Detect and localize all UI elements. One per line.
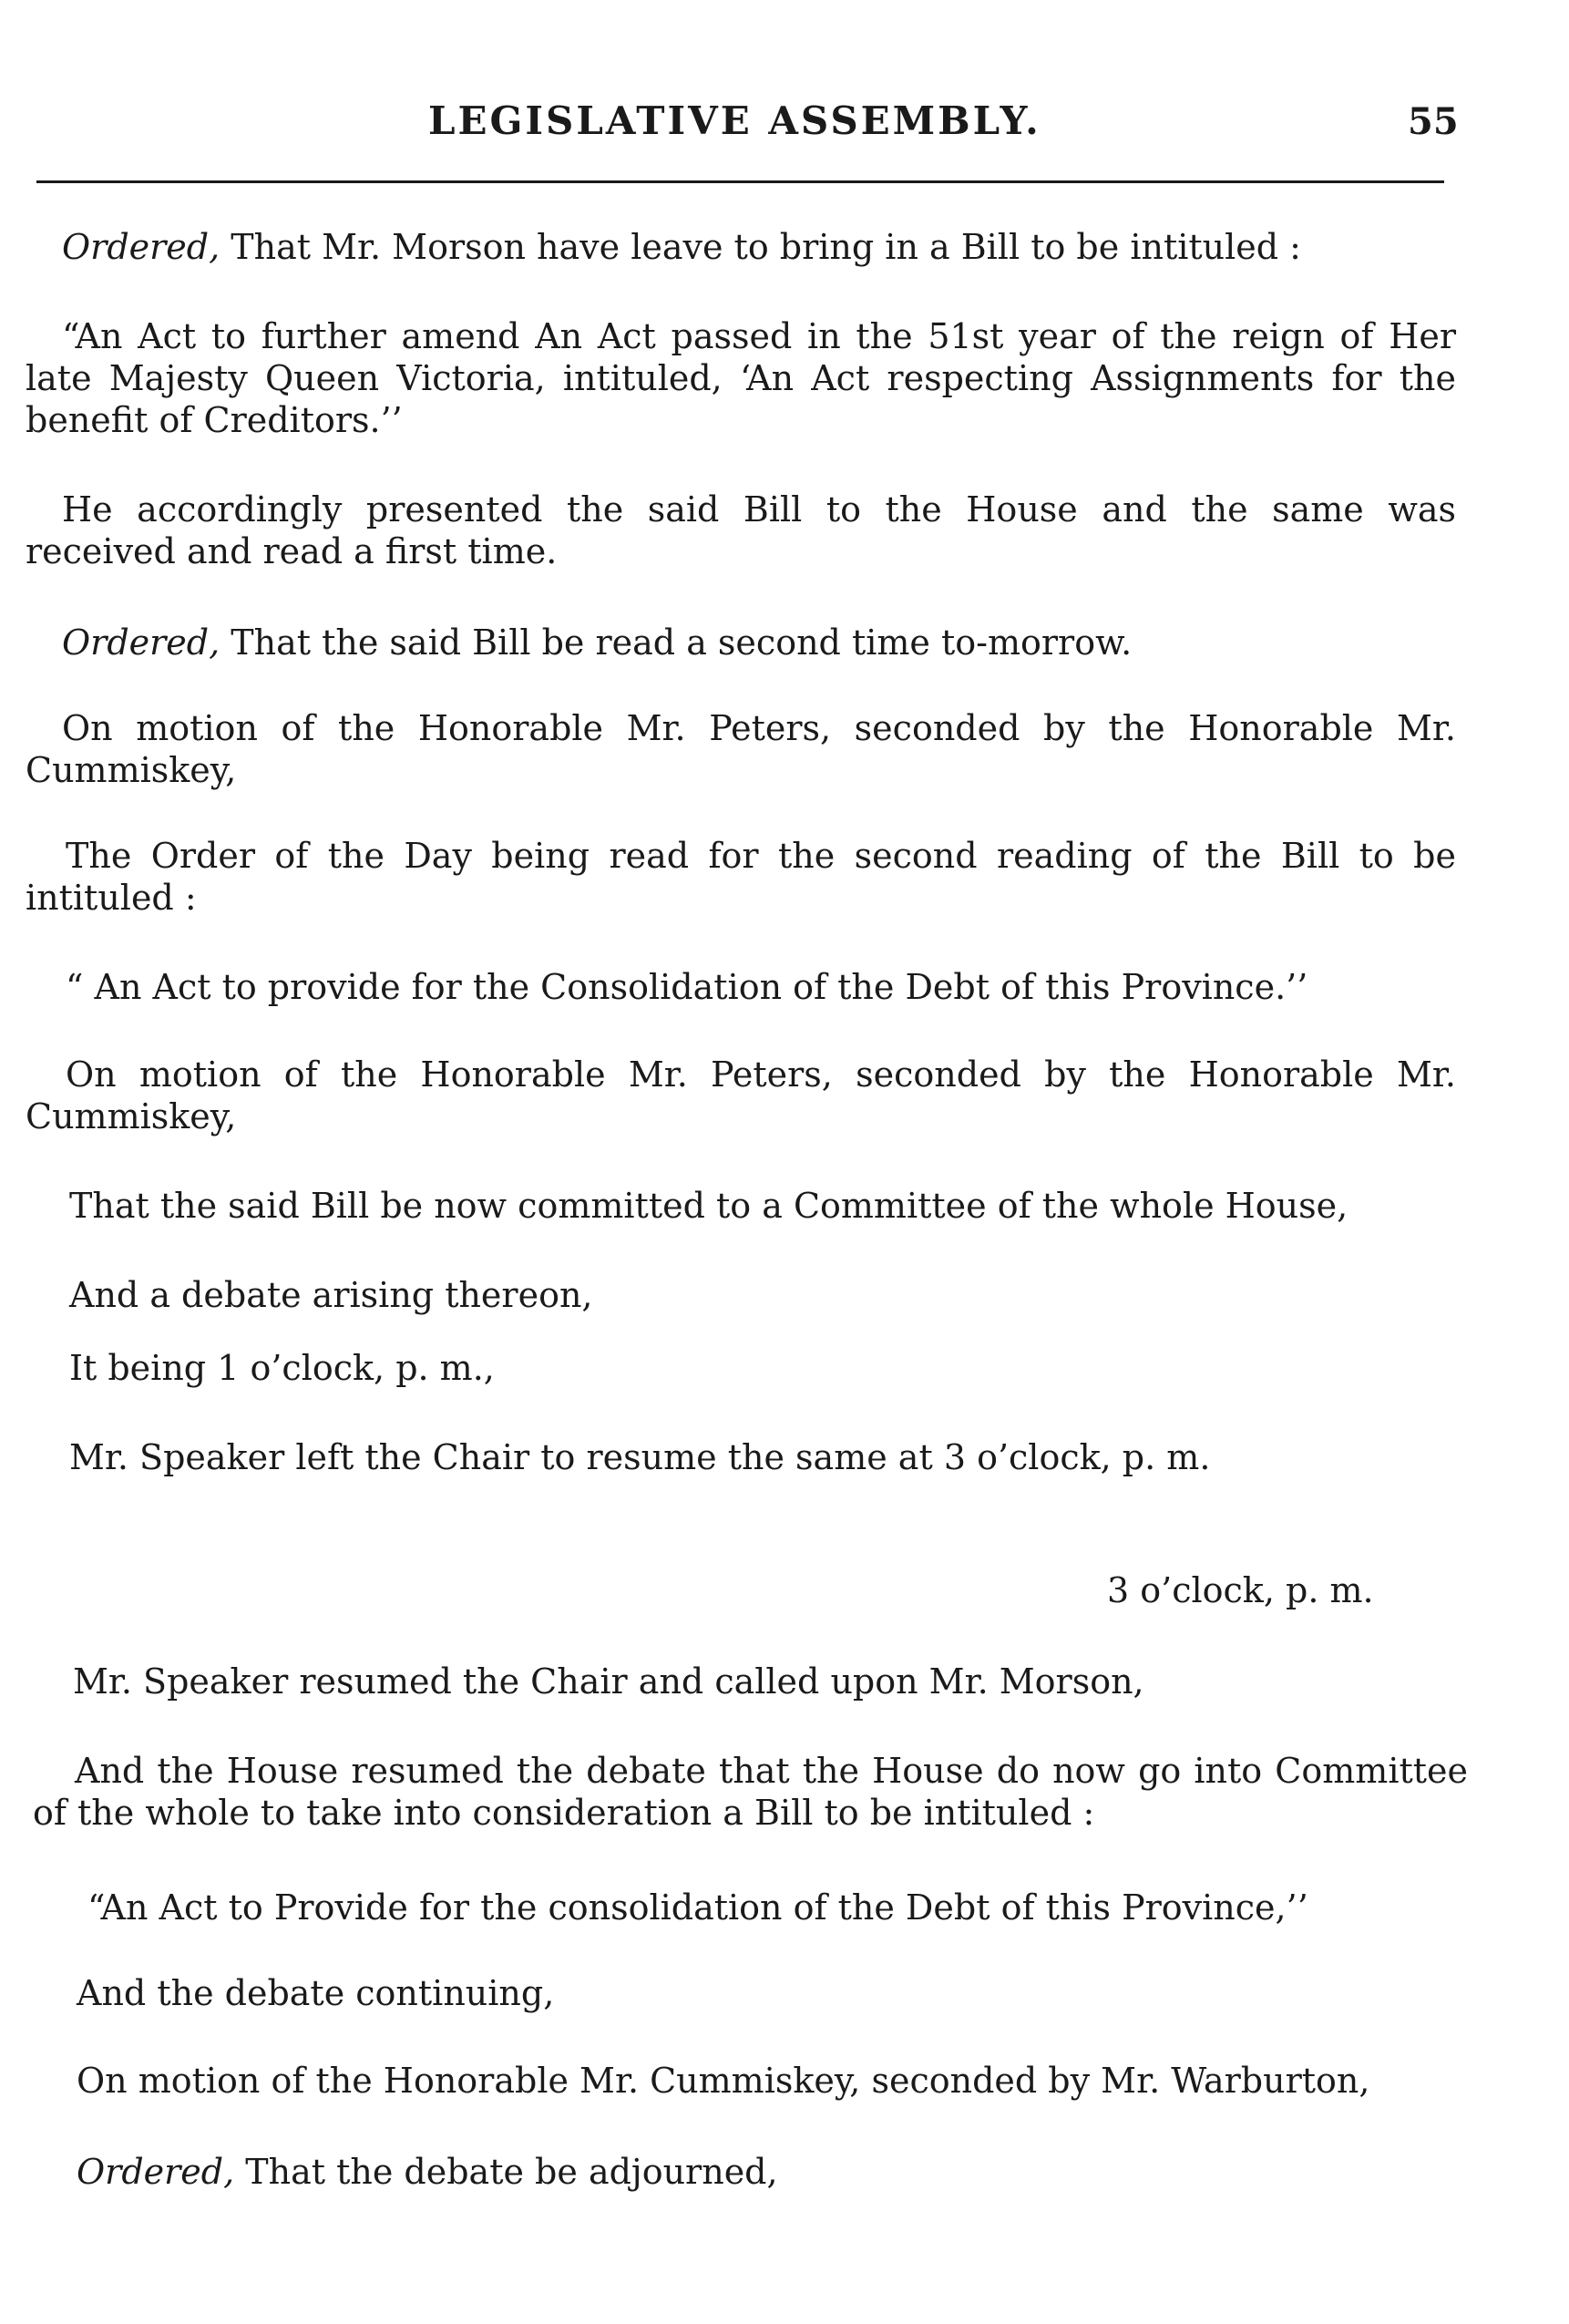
paragraph-house-resumed: And the House resumed the debate that the House do now go into Committee of the whole to take into consideration a Bill to be intituled :: [33, 1751, 1468, 1833]
time-heading: 3 o’clock, p. m.: [1107, 1570, 1374, 1610]
header-rule: [36, 180, 1444, 183]
paragraph-order-of-day: The Order of the Day being read for the second reading of the Bill to be intituled :: [26, 836, 1456, 918]
paragraph-act-title: “An Act to further amend An Act passed in the 51st year of the reign of Her late Majesty Queen Victoria, intituled, ‘An Act respecting Assignments for the benefit of Creditors.’’: [26, 316, 1456, 440]
paragraph-ordered-adjourned: [77, 2151, 778, 2193]
paragraph-text: That the said Bill be read a second time to-morrow.: [220, 622, 1133, 663]
paragraph-text: That the debate be adjourned,: [234, 2152, 778, 2192]
paragraph-speaker-resumed: Mr. Speaker resumed the Chair and called upon Mr. Morson,: [73, 1661, 1144, 1702]
paragraph-motion-peters-1: On motion of the Honorable Mr. Peters, seconded by the Honorable Mr. Cummiskey,: [26, 708, 1456, 790]
ordered-label: Ordered,: [62, 227, 220, 267]
paragraph-committed: That the said Bill be now committed to a Committee of the whole House,: [69, 1186, 1349, 1226]
paragraph-ordered-leave: [62, 226, 1301, 268]
paragraph-presented: He accordingly presented the said Bill to the House and the same was received and read a first time.: [26, 489, 1456, 571]
page-number: 55: [1408, 100, 1459, 143]
paragraph-motion-cummiskey: On motion of the Honorable Mr. Cummiskey, seconded by Mr. Warburton,: [77, 2061, 1370, 2101]
paragraph-consolidation-act: “ An Act to provide for the Consolidation of the Debt of this Province.’’: [66, 967, 1308, 1007]
page-header-title: LEGISLATIVE ASSEMBLY.: [428, 98, 1041, 143]
ordered-label: Ordered,: [77, 2152, 235, 2192]
paragraph-one-oclock: It being 1 o’clock, p. m.,: [69, 1348, 495, 1388]
paragraph-motion-peters-2: On motion of the Honorable Mr. Peters, seconded by the Honorable Mr. Cummiskey,: [26, 1054, 1456, 1136]
paragraph-text: That Mr. Morson have leave to bring in a Bill to be intituled :: [220, 227, 1301, 267]
paragraph-ordered-second-reading: [62, 622, 1132, 663]
paragraph-debate-arising: And a debate arising thereon,: [69, 1275, 593, 1315]
paragraph-speaker-left: Mr. Speaker left the Chair to resume the same at 3 o’clock, p. m.: [69, 1437, 1211, 1477]
paragraph-provide-act: “An Act to Provide for the consolidation of the Debt of this Province,’’: [87, 1887, 1308, 1928]
ordered-label: Ordered,: [62, 622, 220, 663]
paragraph-debate-continuing: And the debate continuing,: [77, 1973, 555, 2013]
